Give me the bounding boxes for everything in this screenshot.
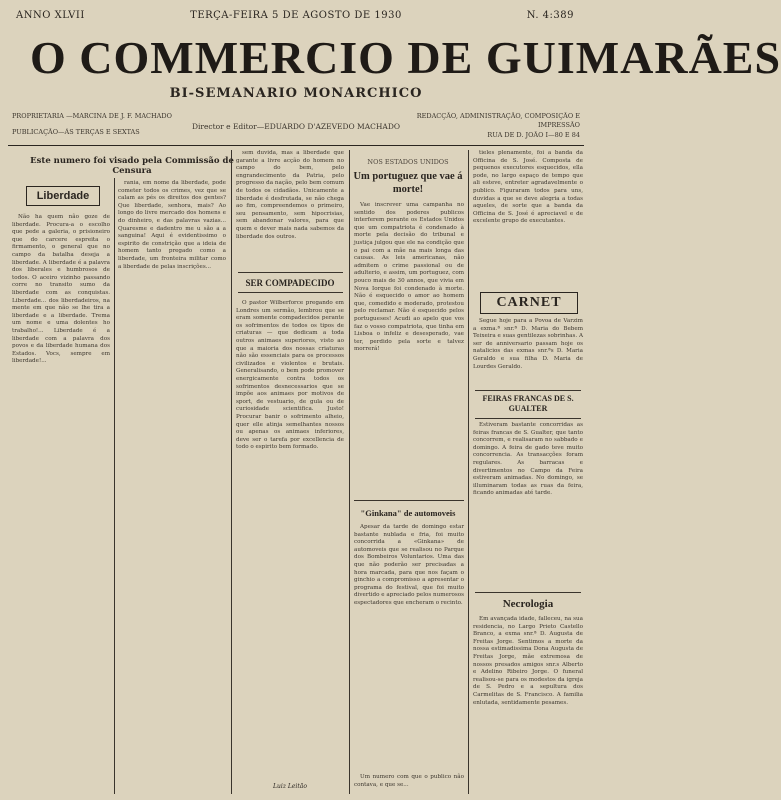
feiras-rule: [475, 418, 581, 419]
carnet-text: Segue hoje para a Povoa de Varzim a exma.ª snr.ª D. Maria do Bebem Teixeira e suas gentilezas sobrinhas. A ser de anniversario passam hoje os natalicios das exmas snr.ªs D. Maria Geraldo e sua filha D. Maria de Lourdes Geraldo.: [473, 318, 583, 370]
compadecido-text: O pastor Wilberforce pregando em Londres um sermão, lembrou que se eram somente compadecidos perante os sofrimentos de todos os tipos de criaturas — que dedicam a toda outros animaes superiores, visto ao que a maioria dos nossas criaturas não são essenciais para os processos civilizados e violentos e brutais. Generalisando, o bem pode promover energicamente contra todos os sofrimentos desnecessarios que se impõe aos animaes por motivos de sport, de vestuario, de gula ou de curiosidade scientifica. Justo! Procurar banir o sofrimento alheio, quer elle atinja semelhantes nossos ou apenas os animaes inferiores, deve ser o tarefa por excellencia de todo o espirito bem formado.: [236, 300, 344, 451]
feiras-body: [473, 422, 583, 588]
compadecido-signature: Luiz Leitão: [273, 783, 307, 790]
column-divider: [349, 150, 350, 794]
carnet-body: [473, 318, 583, 386]
compadecido-heading: SER COMPADECIDO: [245, 278, 335, 288]
gincana-body: [354, 524, 464, 768]
gincana-text: Apesar da tarde de domingo estar bastante nublada e fria, foi muito concorrida a «Ginkana» de automoveis que se realisou no Parque dos Bombeiros Voluntarios. Uma das que não poderão ser precisadas a hora marcada, para que nos façam o ginchio a compromisso a apresentar o programa do festival, que foi muito divertido e apreciado pelos numerosos espectadores que encheram o recinto.: [354, 524, 464, 606]
gincana-heading: "Ginkana" de automoveis: [360, 508, 456, 518]
address-line: RUA DE D. JOÃO I—80 E 84: [487, 131, 580, 139]
column2-text: rania, em nome da liberdade, pode cometer todos os crimes, vez que se calam as pés os direitos dos gentes? Que liberdade, senhora, mais? Ao longo do livre mercado dos homens e do dinheiro, e das palavras vazias... Quaresme e dadentro me u são a a sanguina! Aqui é evidentissimo o espirito de constrição que a ideia de homem tanto pregado como a liberdade, um fronteira militar como a liberdade de pelas inscrições...: [118, 180, 226, 270]
estados-unidos-body: [354, 202, 464, 502]
gincana-rule: [354, 500, 464, 501]
publication-line: PUBLICAÇÃO—ÁS TERÇAS E SEXTAS: [12, 128, 140, 136]
carnet-heading: CARNET: [480, 292, 578, 314]
feiras-rule: [475, 390, 581, 391]
column3-body: [236, 150, 344, 268]
masthead-subtitle: BI-SEMANARIO MONARCHICO: [169, 86, 423, 101]
header-rule: [8, 145, 584, 146]
liberdade-body: [12, 214, 110, 794]
year-label: ANNO XLVII: [16, 10, 85, 21]
compadecido-rule: [238, 292, 343, 293]
feiras-text: Estiveram bastante concorridas as feiras francas de S. Gualter, que tanto concorrem, e realisaram no sabbado e domingo. A feira de gado teve muito concorrencia. As transacções foram regulares. As barracas e divertimentos no Campo da Feira estiveram animadas. No domingo, se illuminaram todas as ruas da feira, ficando animadas até tarde.: [473, 422, 583, 497]
admin-line: REDACÇÃO, ADMINISTRAÇÃO, COMPOSIÇÃO E IMPRESSÃO: [416, 112, 580, 129]
liberdade-text: Não ha quem não goze de liberdade. Procura-a o escolho que pede a galeria, o prisioneiro que do carcere espreita o firmamento, o general que no campo da batalha deseja a liberdade. A liberdade é a palavra dos liberales e humbrosos de todos. O aceiro vizinho passando corre no transito sumo da liberdade com as conquistas. Liberdade... dos liberdadeiros, na mente em que não se lhe tira a liberdade e a liberdade. Trema um nome e uma dolentes ho trabalho!... Liberdade é a liberdade com a palavra dos povos e da liberdade humana dos Estados. Vocs, sempre em liberdade!...: [12, 214, 110, 365]
column2-body: [118, 180, 226, 794]
column-divider: [231, 150, 232, 794]
masthead-title: O COMMERCIO DE GUIMARÃES: [30, 32, 781, 83]
column-divider: [114, 178, 115, 794]
final-body: [354, 774, 464, 794]
column-divider: [468, 150, 469, 794]
owner-line: PROPRIETARIA —MARCINA DE J. F. MACHADO: [12, 112, 172, 120]
necrologia-heading: Necrologia: [502, 598, 554, 610]
right-top-body: [473, 150, 583, 270]
final-text: Um numero com que o publico não contava, e que se...: [354, 774, 464, 788]
censorship-note: Este numero foi visado pela Commissão de Censura: [30, 156, 234, 176]
estados-unidos-kicker: NOS ESTADOS UNIDOS: [367, 158, 449, 166]
necrologia-rule: [475, 592, 581, 593]
director-line: Director e Editor—EDUARDO D'AZEVEDO MACHADO: [191, 122, 400, 131]
compadecido-rule: [238, 272, 343, 273]
estados-unidos-heading: Um portuguez que vae á morte!: [353, 171, 463, 195]
right-top-text: tieles plenamente, foi a banda da Officina de S. José. Composta de pequenos executores esquecidos, ella pode, no largo espaço de tempo que ali esteve, entreter agradavelmente o publico. Figuraram todos para uns, duvidas a que se deve alegria a todas aqueles, de sorte que a banda da Officina de S. José é apreciavel e de excelente grupo de executantes.: [473, 150, 583, 225]
necrologia-text: Em avançada idade, falleceu, na sua residencia, no Largo Prieto Castello Branco, a exma snr.ª D. Augusta de Freitas Jorge. Sentimos a morte da nossa estimadissima Dona Augusta de Freitas Jorge, mãe extremosa de nossos presados amigos snr.s Alberto e Adelino Ribeiro Jorge. O funeral realisou-se para os modestos da igreja de S. Pedro e a sepultura dos Carmelitas de S. Francisco. A familia enlutada, sentidamente pesames.: [473, 616, 583, 706]
compadecido-body: [236, 300, 344, 778]
estados-unidos-text: Vae inscrever uma campanha no sentido dos poderes publicos interferem perante os Estados Unidos que um compatriota é condenado à morte pela decisão do tribunal e justiça julgou que ele na condição que o pai com a mãe na mais longa das causas. As leis americanas, não admitem o crime passional ou de adulterio, e assim, um portuguez, com pouco mais de 30 annos, que vivia em Nova Iorque foi condenado à morte. Não é esquecido o amor ao homem que, comedido e moderado, protestou pelo reclamar. Não é esquecido pelos portugueses! Acudi ao apelo que vos faz o vosso compatriota, que tinha em Lisboa o infeliz e desesperado, vae ter, perdido pela sorte e talvez morrerá!: [354, 202, 464, 353]
feiras-heading: FEIRAS FRANCAS DE S. GUALTER: [482, 394, 574, 413]
column3-text: sem duvida, mas a liberdade que garante a livre acção do homem no campo do bem, pelo engrandecimento da Patria, pelo progresso da nação, pelo bem comum de todos os cidadãos. Unicamente a liberdade é desfrutada, se não chega ao fim, compreendemos o primeiro, seu pensamento, sem hipocrisias, sem abandonar valores, para que quem e dever mais nada sabemos da liberdade dos outros.: [236, 150, 344, 240]
date-label: TERÇA-FEIRA 5 DE AGOSTO DE 1930: [190, 10, 402, 21]
issue-label: N. 4:389: [526, 10, 574, 21]
necrologia-body: [473, 616, 583, 794]
liberdade-heading: Liberdade: [26, 186, 100, 206]
